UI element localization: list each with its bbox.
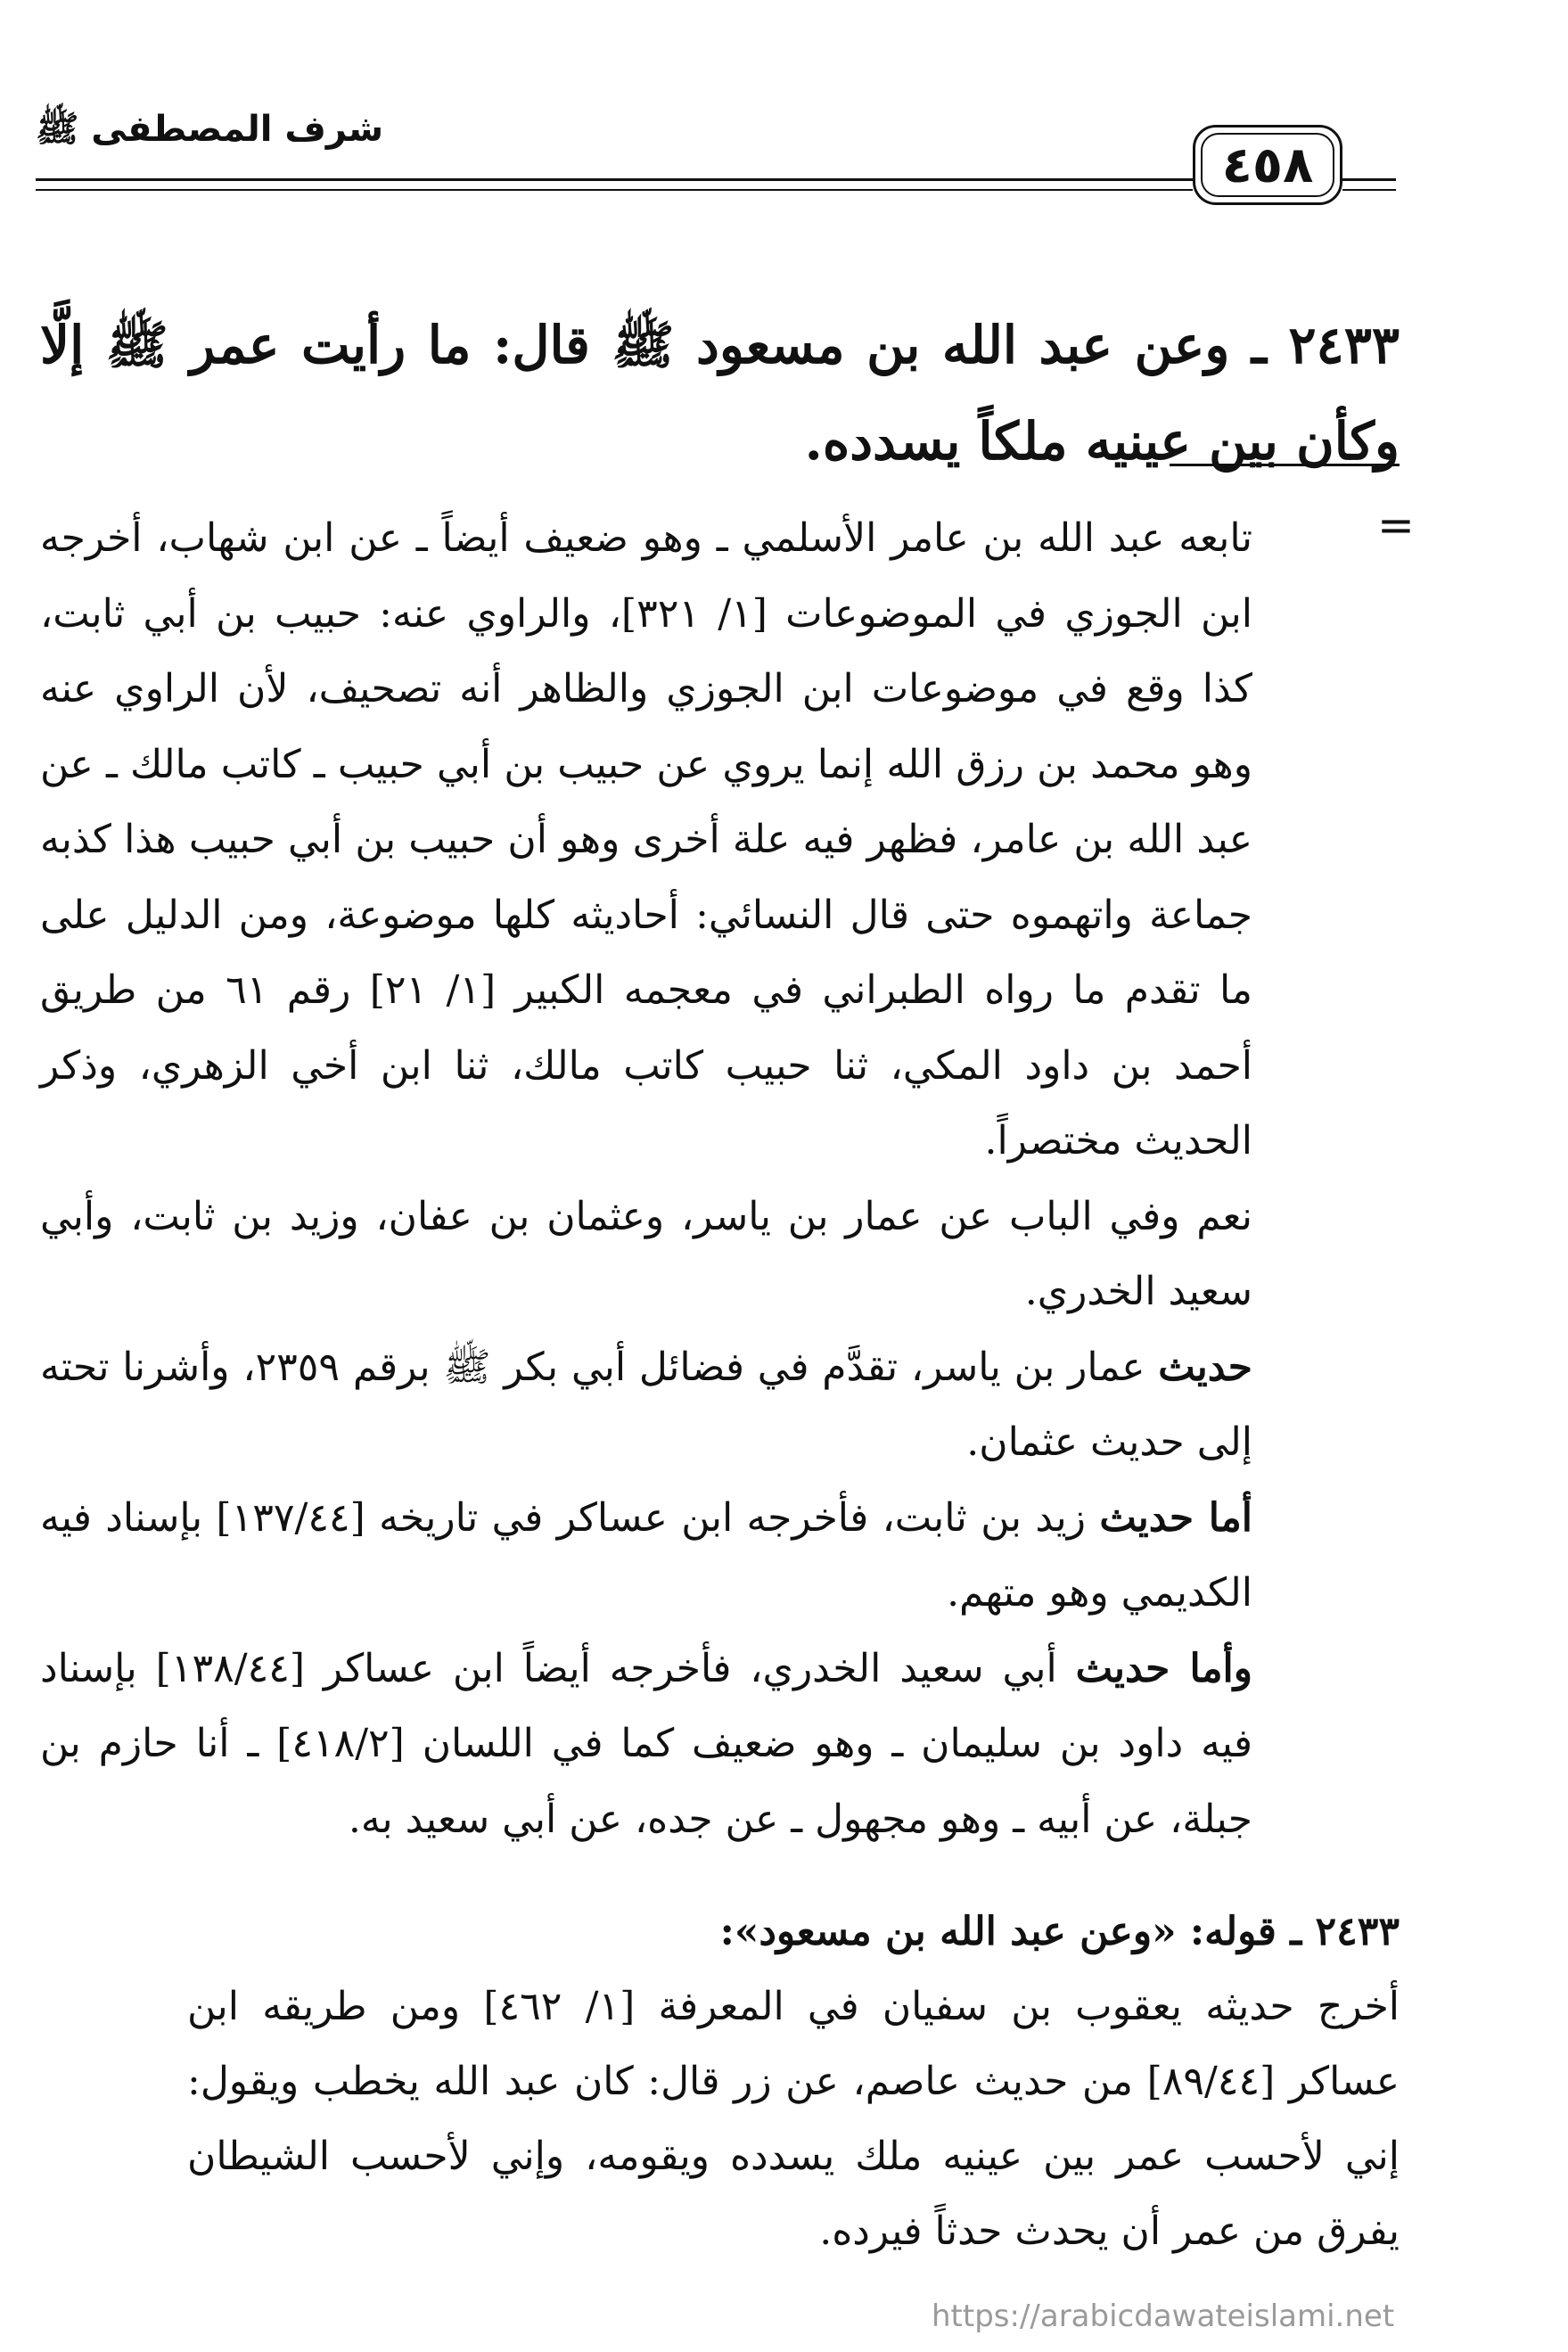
note-lead: أما حديث (1099, 1494, 1252, 1541)
page-number-frame (1193, 125, 1342, 205)
commentary-block (40, 1895, 1400, 2269)
continuation-mark: = (1377, 499, 1415, 551)
note-paragraph (40, 1481, 1252, 1632)
header-rule-left-top (36, 178, 1193, 181)
commentary-text: أخرج حديثه يعقوب بن سفيان في المعرفة [١/ ٤٦٢] ومن طريقه ابن عساكر [٨٩/٤٤] من حديث عاصم، عن زر قال: كان عبد الله يخطب ويقول: إني لأحسب عمر بين عينيه ملك يسدده ويقومه، وإني لأحسب الشيطان يفرق من عمر أن يحدث حدثاً فيرده. (187, 1984, 1400, 2254)
commentary-heading: ٢٤٣٣ ـ قوله: «وعن عبد الله بن مسعود»: (719, 1909, 1400, 1954)
book-title: شرف المصطفى ﷺ (36, 109, 384, 150)
note-text: نعم وفي الباب عن عمار بن ياسر، وعثمان بن عفان، وزيد بن ثابت، وأبي سعيد الخدري. (40, 1193, 1252, 1314)
header-rule-right-top (1342, 178, 1396, 181)
hadith-text: ٢٤٣٣ ـ وعن عبد الله بن مسعود ﷺ قال: ما رأيت عمر ﷺ إلَّا وكأن بين عينيه ملكاً يسدده. (40, 315, 1400, 472)
footnote-separator (1170, 464, 1400, 466)
page-number: ٤٥٨ (1201, 133, 1334, 197)
note-lead: حديث (1158, 1344, 1252, 1390)
note-text: زيد بن ثابت، فأخرجه ابن عساكر في تاريخه [١٣٧/٤٤] بإسناد فيه الكديمي وهو متهم. (40, 1494, 1252, 1616)
note-text: أبي سعيد الخدري، فأخرجه أيضاً ابن عساكر [١٣٨/٤٤] بإسناد فيه داود بن سليمان ـ وهو ضعيف كما في اللسان [٤١٨/٢] ـ أنا حازم بن جبلة، عن أبيه ـ وهو مجهول ـ عن جده، عن أبي سعيد به. (40, 1645, 1252, 1842)
header-rule-right-bottom (1342, 189, 1396, 191)
note-paragraph (40, 1180, 1252, 1330)
watermark-url: https://arabicdawateislami.net (932, 2299, 1395, 2334)
note-text: عمار بن ياسر، تقدَّم في فضائل أبي بكر ﷺ برقم ٢٣٥٩، وأشرنا تحته إلى حديث عثمان. (40, 1344, 1252, 1465)
note-paragraph (40, 501, 1252, 1180)
notes-block (40, 501, 1252, 1857)
note-lead: وأما حديث (1075, 1645, 1253, 1691)
header-rule-left-bottom (36, 189, 1193, 191)
note-text: تابعه عبد الله بن عامر الأسلمي ـ وهو ضعيف أيضاً ـ عن ابن شهاب، أخرجه ابن الجوزي في الموضوعات [١/ ٣٢١]، والراوي عنه: حبيب بن أبي ثابت، كذا وقع في موضوعات ابن الجوزي والظاهر أنه تصحيف، لأن الراوي عنه وهو محمد بن رزق الله إنما يروي عن حبيب بن أبي حبيب ـ كاتب مالك ـ عن عبد الله بن عامر، فظهر فيه علة أخرى وهو أن حبيب بن أبي حبيب هذا كذبه جماعة واتهموه حتى قال النسائي: أحاديثه كلها موضوعة، ومن الدليل على ما تقدم ما رواه الطبراني في معجمه الكبير [١/ ٢١] رقم ٦١ من طريق أحمد بن داود المكي، ثنا حبيب كاتب مالك، ثنا ابن أخي الزهري، وذكر الحديث مختصراً. (40, 515, 1253, 1164)
note-paragraph (40, 1632, 1252, 1858)
note-paragraph (40, 1330, 1252, 1481)
